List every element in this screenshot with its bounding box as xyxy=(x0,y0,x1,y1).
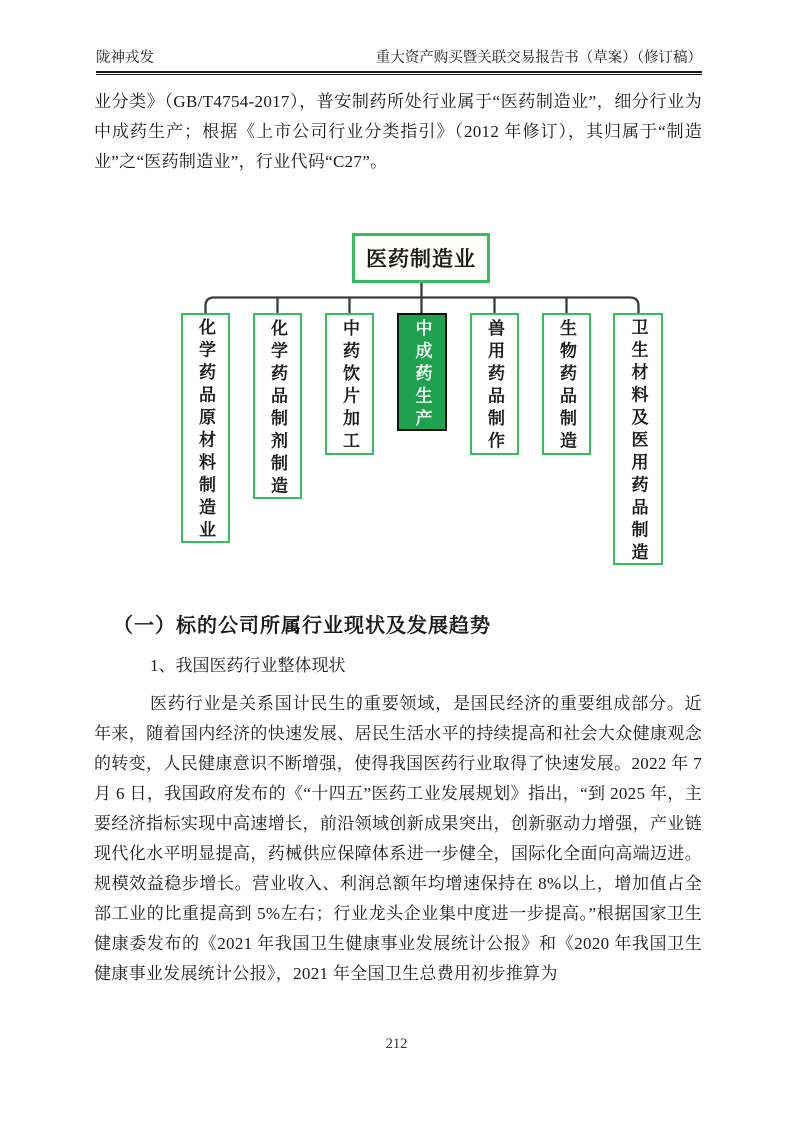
org-chart-node-label: 兽用药品制作 xyxy=(485,319,504,455)
page-number: 212 xyxy=(385,1036,408,1052)
org-chart-node-sanitary-materials xyxy=(613,313,663,565)
paragraph-industry-overview: 医药行业是关系国计民生的重要领域，是国民经济的重要组成部分。近年来，随着国内经济的快速发展、居民生活水平的持续提高和社会大众健康观念的转变，人民健康意识不断增强，使得我国医药行业取得了快速发展。2022 年 7 月 6 日，我国政府发布的《“十四五”医药工业发展规划》指出，“到 2025 年，主要经济指标实现中高速增长，前沿领域创新成果突出，创新驱动力增强，产业链现代化水平明显提高，药械供应保障体系进一步健全，国际化全面向高端迈进。规模效益稳步增长。营业收入、利润总额年均增速保持在 8%以上，增加值占全部工业的比重提高到 5%左右；行业龙头企业集中度进一步提高。”根据国家卫生健康委发布的《2021 年我国卫生健康事业发展统计公报》和《2020 年我国卫生健康事业发展统计公报》，2021 年全国卫生总费用初步推算为 xyxy=(94,694,702,983)
page-header xyxy=(96,48,702,68)
org-chart-node-label: 化学药品原材料制造业 xyxy=(196,318,215,544)
header-rule xyxy=(96,71,702,75)
org-chart-node-tcm-decoction-pieces xyxy=(325,313,374,455)
org-chart-node-label: 化学药品制剂制造 xyxy=(268,318,287,499)
org-chart-root-box xyxy=(352,233,490,283)
org-chart-node-label: 卫生材料及医用药品制造 xyxy=(628,318,648,566)
header-report-title: 重大资产购买暨关联交易报告书（草案）（修订稿） xyxy=(375,50,702,66)
org-chart-node-chemical-preparations xyxy=(253,313,302,499)
subsection-heading: 1、我国医药行业整体现状 xyxy=(150,656,346,675)
org-chart-node-biological-drugs xyxy=(542,313,591,455)
header-company-name: 陇神戎发 xyxy=(96,50,154,66)
paragraph-industry-classification: 业分类》（GB/T4754-2017），普安制药所处行业属于“医药制造业”，细分行业为中成药生产；根据《上市公司行业分类指引》（2012 年修订），其归属于“制造业”之“医药制造业”，行业代码“C27”。 xyxy=(94,92,702,171)
org-chart-root-label: 医药制造业 xyxy=(366,247,476,271)
org-chart-node-label: 生物药品制造 xyxy=(557,319,576,455)
org-chart-node-chemical-raw-materials xyxy=(181,313,230,543)
section-heading: （一）标的公司所属行业现状及发展趋势 xyxy=(113,615,491,637)
org-chart-node-tcm-patent-medicine-highlighted xyxy=(397,313,447,431)
org-chart-node-label: 中药饮片加工 xyxy=(340,319,359,455)
org-chart-node-veterinary-drugs xyxy=(470,313,519,455)
org-chart-node-label: 中成药生产 xyxy=(412,318,432,431)
